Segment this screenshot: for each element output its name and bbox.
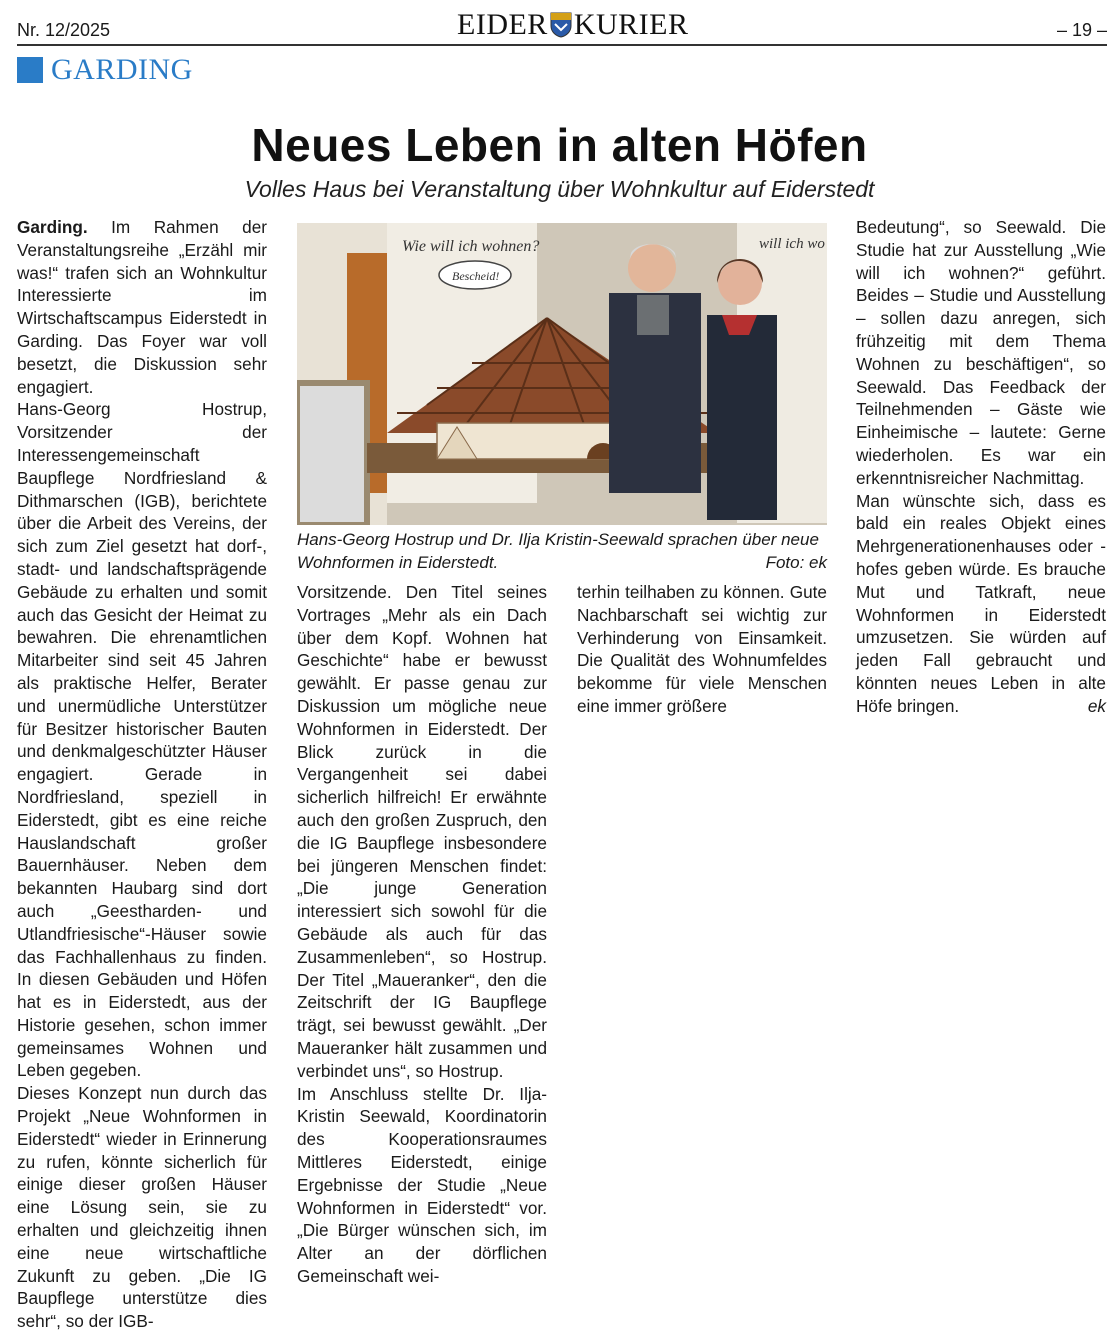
dateline: Garding. [17, 217, 88, 237]
paragraph: Hans-Georg Hostrup, Vorsitzender der Interessengemeinschaft Baupflege Nordfriesland & Dithmarschen (IGB), berichtete über die Arbeit des Vereins, der sich zum Ziel gesetzt hat dorf-, stadt- und landschaftsprägende Gebäude zu erhalten und somit auch das Gesicht der Heimat zu bewahren. Die ehrenamtlichen Mitarbeiter sind seit 45 Jahren als praktische Helfer, Berater und unermüdliche Unterstützer für Besitzer historischer Bauten und denkmalgeschützter Häuser engagiert. Gerade in Nordfriesland, speziell in Eiderstedt, gibt es eine reiche Hauslandschaft großer Bauernhäuser. Neben dem bekannten Haubarg sind dort auch „Geestharden- und Utlandfriesische“-Häuser sowie das Fachhallenhaus zu finden. In diesen Gebäuden und Höfen hat es in Eiderstedt, aus der Historie gesehen, schon immer gemeinsames Wohnen und Leben gegeben. [17, 399, 267, 1081]
paragraph-text: Im Rahmen der Veranstaltungsreihe „Erzähl mir was!“ trafen sich an Wohnkultur Interessierte im Wirtschaftscampus Eiderstedt in Garding. Das Foyer war voll besetzt, die Diskussion sehr engagiert. [17, 217, 267, 397]
issue-number: Nr. 12/2025 [17, 20, 111, 40]
article-column-2 [297, 581, 547, 1288]
paragraph: Im Anschluss stellte Dr. Ilja-Kristin Seewald, Koordinatorin des Kooperationsraumes Mittleres Eiderstedt, einige Ergebnisse der Studie „Neue Wohnformen in Eiderstedt“ vor. „Die Bürger wünschen sich, im Alter an der dörflichen Gemeinschaft wei- [297, 1083, 547, 1286]
photo-caption [297, 528, 827, 574]
article-photo [297, 223, 827, 525]
paragraph-text: Man wünschte sich, dass es bald ein reales Objekt eines Mehrgenerationenhauses oder -hofes geben würde. Es brauche Mut und Tatkraft, neue Wohnformen in Eiderstedt umzusetzen. Sie würden auf jeden Fall gebraucht und könnten neues Leben in alte Höfe bringen. [856, 490, 1106, 716]
photo-credit: Foto: ek [765, 553, 827, 572]
caption-text: Hans-Georg Hostrup und Dr. Ilja Kristin-Seewald sprachen über neue Wohnformen in Eiderstedt. [297, 530, 819, 572]
paragraph [856, 490, 1106, 718]
article-column-4 [856, 216, 1106, 718]
paragraph: Dieses Konzept nun durch das Projekt „Neue Wohnformen in Eiderstedt“ wieder in Erinnerung zu rufen, könnte sicherlich für einige dieser großen Häuser eine Lösung sein, sie zu erhalten und gleichzeitig ihnen eine neue wirtschaftliche Zukunft zu geben. „Die IG Baupflege unterstütze dies sehr“, so der IGB- [17, 1083, 267, 1332]
coat-of-arms-icon [550, 12, 572, 38]
paragraph: Bedeutung“, so Seewald. Die Studie hat zur Ausstellung „Wie will ich wohnen?“ geführt. Beides – Studie und Ausstellung – sollen dazu anregen, sich frühzeitig mit dem Thema Wohnen zu beschäftigen“, so Seewald. Das Feedback der Teilnehmenden – Gäste wie Einheimische – lautete: Gerne wiederholen. Es war ein erkenntnisreicher Nachmittag. [856, 217, 1106, 488]
newspaper-logo [457, 8, 689, 42]
section-square-icon [17, 57, 43, 83]
masthead [17, 8, 1107, 46]
paragraph [17, 216, 267, 398]
paragraph: Vorsitzende. Den Titel seines Vortrages „Mehr als ein Dach über dem Kopf. Wohnen hat Geschichte“ habe er bewusst gewählt. Er passe genau zur Diskussion um mögliche neue Wohnformen in Eiderstedt. Der Blick zurück in die Vergangenheit sei dabei sicherlich hilfreich! Er erwähnte auch den großen Zuspruch, den die IG Baupflege insbesondere bei jüngeren Menschen findet: „Die junge Generation interessiert sich sowohl für die Gebäude als auch für das Zusammenleben“, so Hostrup. Der Titel „Maueranker“, den die Zeitschrift der IG Baupflege trägt, sei bewusst gewählt. „Der Maueranker hält zusammen und verbindet uns“, so Hostrup. [297, 582, 547, 1081]
sign-bubble: Bescheid! [452, 269, 500, 283]
sign-text-right: will ich wo [759, 236, 825, 252]
paragraph: terhin teilhaben zu können. Gute Nachbarschaft sei wichtig zur Verhinderung von Einsamkeit. Die Qualität des Wohnumfeldes bekomme für viele Menschen eine immer größere [577, 582, 827, 716]
section-label [17, 55, 193, 85]
article-column-1 [17, 216, 267, 1333]
article-column-3 [577, 581, 827, 718]
brand-left: EIDER [457, 8, 548, 41]
section-title: GARDING [51, 53, 193, 86]
subheadline: Volles Haus bei Veranstaltung über Wohnkultur auf Eiderstedt [244, 176, 875, 202]
brand-right: KURIER [573, 8, 689, 41]
sign-text-left: Wie will ich wohnen? [402, 238, 540, 255]
headline: Neues Leben in alten Höfen [251, 119, 868, 171]
page-number: – 19 – [1056, 20, 1107, 40]
author-signature: ek [1087, 695, 1106, 716]
